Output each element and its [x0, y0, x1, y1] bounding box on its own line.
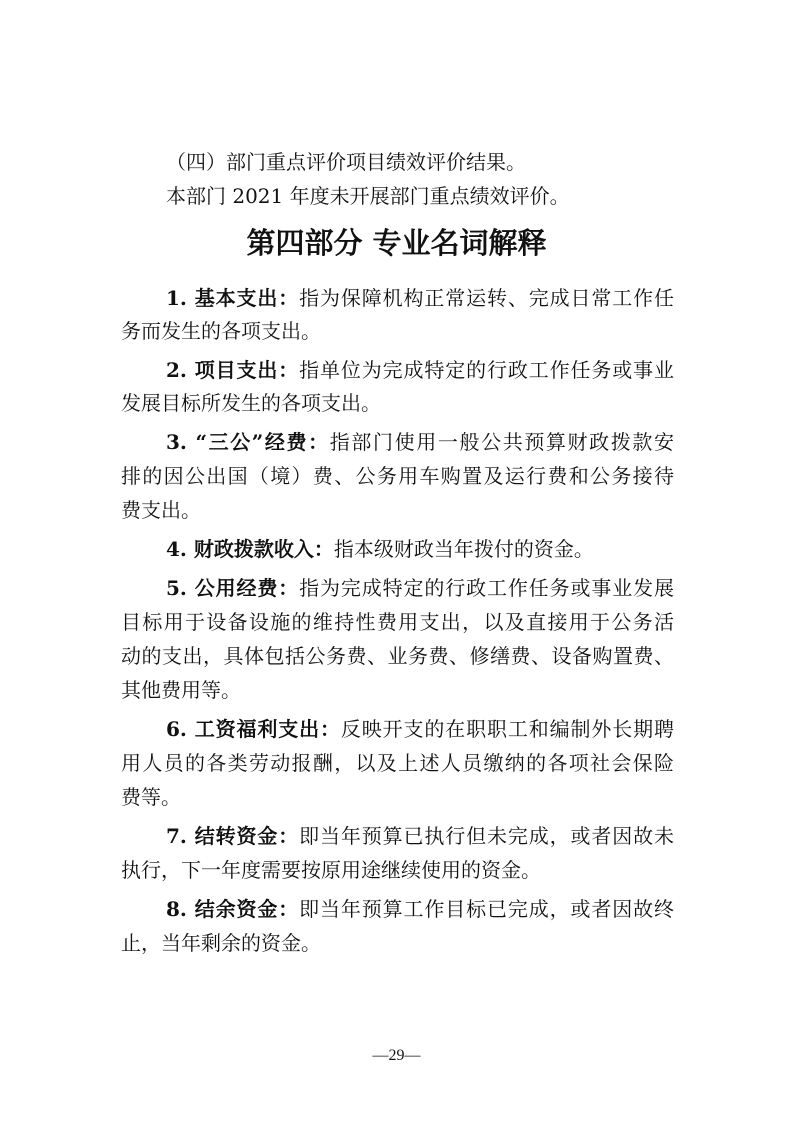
definition-6-line-3: 费等。 — [121, 785, 181, 809]
definition-text: 指为完成特定的行政工作任务或事业发展 — [299, 576, 675, 600]
definition-term: 7. 结转资金： — [166, 824, 300, 848]
intro-statement: 本部门 2021 年度未开展部门重点绩效评价。 — [166, 184, 570, 208]
definition-1-line-1 — [166, 284, 674, 312]
definition-2-line-1 — [166, 356, 674, 384]
definition-text: 指为保障机构正常运转、完成日常工作任 — [299, 286, 675, 310]
definition-term: 1. 基本支出： — [166, 286, 300, 310]
definition-text: 指部门使用一般公共预算财政拨款安 — [329, 430, 675, 454]
definition-5-line-1 — [166, 574, 674, 602]
definition-7-line-1 — [166, 822, 674, 850]
definition-term: 2. 项目支出： — [166, 358, 300, 382]
definition-3-line-2: 排的因公出国（境）费、公务用车购置及运行费和公务接待 — [121, 464, 674, 488]
definition-4-line-1 — [166, 535, 594, 563]
definition-text: 指单位为完成特定的行政工作任务或事业 — [299, 358, 675, 382]
definition-8-line-1 — [166, 895, 674, 923]
definition-6-line-2: 用人员的各类劳动报酬，以及上述人员缴纳的各项社会保险 — [121, 751, 674, 775]
definition-term: 3. “三公”经费： — [166, 430, 330, 454]
definition-1-line-2: 务而发生的各项支出。 — [121, 319, 321, 343]
definition-term: 8. 结余资金： — [166, 897, 300, 921]
definition-6-line-1 — [166, 715, 674, 743]
definition-5-line-2: 目标用于设备设施的维持性费用支出，以及直接用于公务活 — [121, 610, 674, 634]
page-number: —29— — [372, 1047, 421, 1064]
definition-5-line-3: 动的支出，具体包括公务费、业务费、修缮费、设备购置费、 — [121, 644, 674, 668]
definition-term: 6. 工资福利支出： — [166, 717, 341, 741]
definition-text: 即当年预算已执行但未完成，或者因故未 — [299, 824, 675, 848]
definition-8-line-2: 止，当年剩余的资金。 — [121, 931, 321, 955]
definition-text: 反映开支的在职职工和编制外长期聘 — [340, 717, 675, 741]
definition-term: 5. 公用经费： — [166, 576, 300, 600]
definition-term: 4. 财政拨款收入： — [166, 537, 334, 561]
definition-7-line-2: 执行，下一年度需要按原用途继续使用的资金。 — [121, 858, 541, 882]
definition-5-line-4: 其他费用等。 — [121, 678, 241, 702]
section-heading: 第四部分 专业名词解释 — [246, 226, 547, 260]
definition-text: 即当年预算工作目标已完成，或者因故终 — [299, 897, 675, 921]
subsection-title: （四）部门重点评价项目绩效评价结果。 — [166, 150, 526, 174]
definition-2-line-2: 发展目标所发生的各项支出。 — [121, 391, 381, 415]
definition-3-line-1 — [166, 428, 674, 456]
definition-text: 指本级财政当年拨付的资金。 — [333, 537, 594, 561]
definition-3-line-3: 费支出。 — [121, 498, 201, 522]
